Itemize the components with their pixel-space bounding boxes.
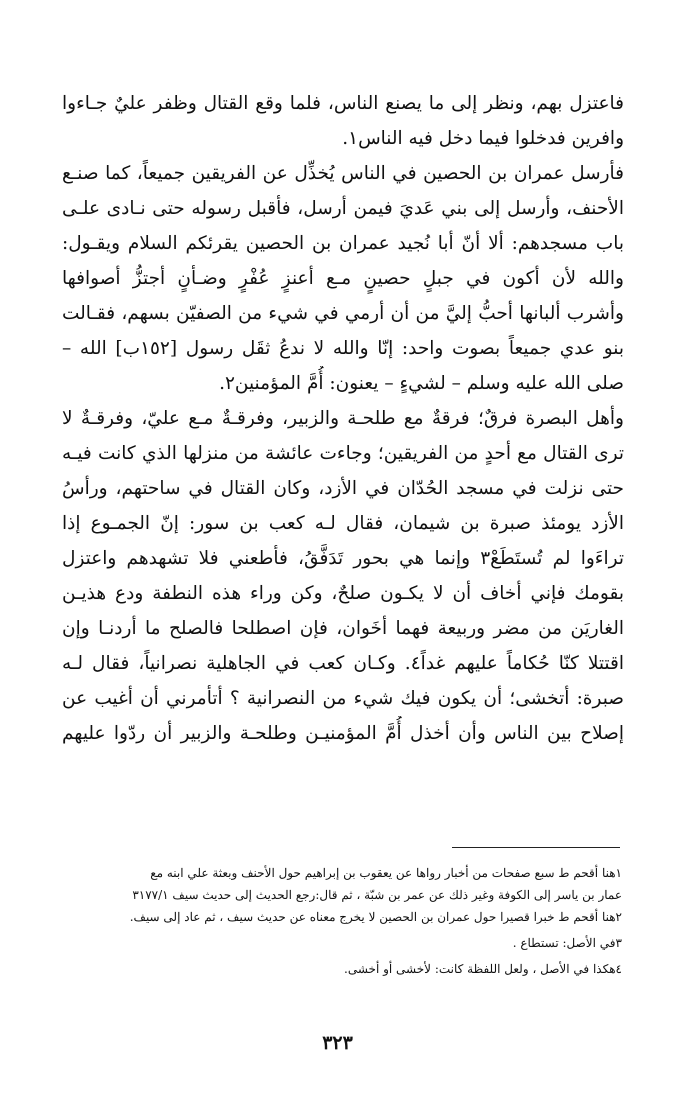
text-line: باب مسجدهم: ألا أنّ أبا نُجيد عمران بن الحصين يقرئكم السلام ويقـول: xyxy=(62,233,624,254)
text-line: تراءَوا لم تُستَطَعْ٣ وإنما هي بحور تَدَفَّقُ، فأطعني فلا تشهدهم واعتزل xyxy=(62,548,624,569)
text-line: فأرسل عمران بن الحصين في الناس يُخذِّل عن الفريقين جميعاً، كما صنـع xyxy=(62,163,624,184)
main-text xyxy=(62,86,624,751)
text-line: وافرين فدخلوا فيما دخل فيه الناس١. xyxy=(342,128,624,149)
text-line: وأهل البصرة فرقٌ؛ فرقةٌ مع طلحـة والزبير، وفرقـةٌ مـع عليّ، وفرقـةٌ لا xyxy=(62,408,624,429)
text-line: ترى القتال مع أحدٍ من الفريقين؛ وجاءت عائشة من منزلها الذي كانت فيـه xyxy=(62,443,624,464)
text-line: الأزد يومئذ صبرة بن شيمان، فقال لـه كعب بن سور: إنّ الجمـوع إذا xyxy=(62,513,624,534)
footnote-1: ١هنا أقحم ط سبع صفحات من أخبار رواها عن يعقوب بن إبراهيم حول الأحنف وبعثة علي ابنه مع xyxy=(150,866,622,880)
footnote-2: ٢هنا أقحم ط خبرا قصيرا حول عمران بن الحصين لا يخرج معناه عن حديث سيف ، ثم عاد إلى سيف. xyxy=(129,910,622,924)
text-line: اقتتلا كنّا حُكاماً عليهم غداً٤. وكـان كعب في الجاهلية نصرانياً، فقال لـه xyxy=(62,653,624,674)
text-line: إصلاح بين الناس وأن أخذل أُمَّ المؤمنيـن وطلحـة والزبير أن ردّوا عليهم xyxy=(62,723,624,744)
text-line: بنو عدي جميعاً بصوت واحد: إنّا والله لا ندعُ ثقَل رسول [١٥٢ب] الله – xyxy=(62,338,624,359)
footnote-1-continued: عمار بن ياسر إلى الكوفة وغير ذلك عن عمر بن شبّة ، ثم قال:رجع الحديث إلى حديث سيف ٣١٧٧/١ xyxy=(132,888,622,902)
text-line: الغاريَن من مضر وربيعة فهما أخَوان، فإن اصطلحا فالصلح ما أردنـا وإن xyxy=(62,618,624,639)
text-line: بقومك فإني أخاف أن لا يكـون صلحٌ، وكن وراء هذه النطفة ودع هذيـن xyxy=(62,583,624,604)
text-line: حتى نزلت في مسجد الحُدّان في الأزد، وكان القتال في ساحتهم، ورأسُ xyxy=(62,478,624,499)
page-number: ٣٢٣ xyxy=(322,1032,353,1054)
footnote-divider xyxy=(452,847,620,848)
footnote-4: ٤هكذا في الأصل ، ولعل اللفظة كانت: لأخشى أو أخشى. xyxy=(344,962,622,976)
footnotes xyxy=(72,862,622,980)
footnote-3: ٣في الأصل: تستطاع . xyxy=(512,936,622,950)
text-line: وأشرب ألبانها أحبُّ إليَّ من أن أرمي في شيء من الصفيّن بسهم، فقـالت xyxy=(62,303,624,324)
text-line: صلى الله عليه وسلم – لشيءٍ – يعنون: أُمَّ المؤمنين٢. xyxy=(219,373,624,394)
text-line: فاعتزل بهم، ونظر إلى ما يصنع الناس، فلما وقع القتال وظفر عليٌ جـاءوا xyxy=(62,93,624,114)
text-line: صبرة: أتخشى؛ أن يكون فيك شيء من النصرانية ؟ أتأمرني أن أغيب عن xyxy=(62,688,624,709)
text-line: والله لأن أكون في جبلٍ حصينٍ مـع أعنزٍ عُفْرٍ وضـأنٍ أجتزُّ أصوافها xyxy=(62,268,624,289)
text-line: الأحنف، وأرسل إلى بني عَديَ فيمن أرسل، فأقبل رسوله حتى نـادى علـى xyxy=(62,198,624,219)
